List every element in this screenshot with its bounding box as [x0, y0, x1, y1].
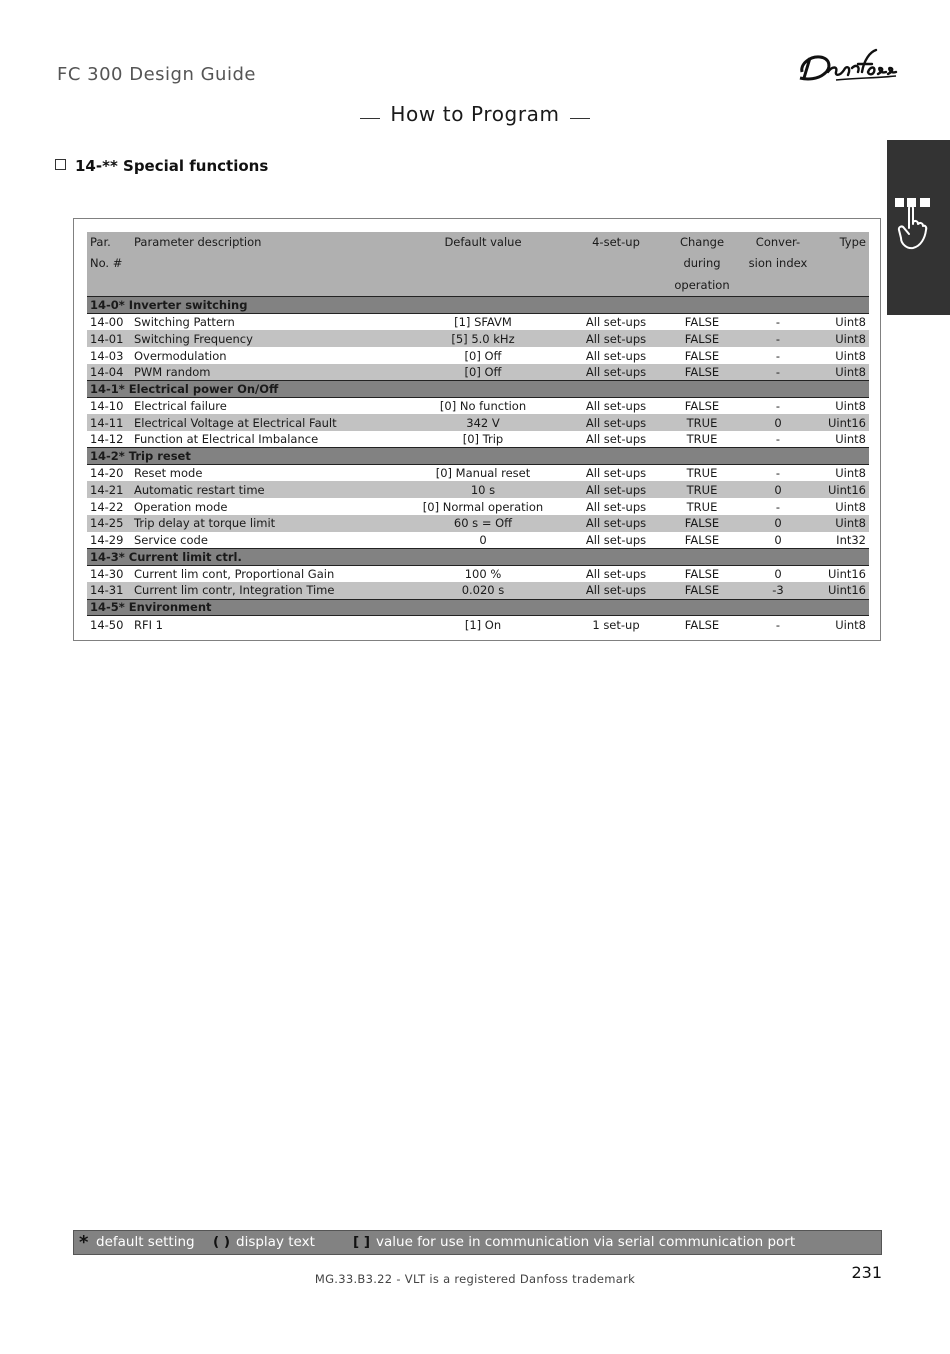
group-header-row	[87, 297, 869, 314]
table-row	[87, 565, 869, 582]
cell-type: Uint8	[835, 432, 866, 447]
legend-display-text: display text	[236, 1234, 315, 1250]
cell-default-value: [1] On	[464, 617, 502, 632]
chapter-side-tab	[887, 140, 950, 315]
cell-change: FALSE	[684, 567, 720, 582]
cell-type: Uint8	[835, 331, 866, 346]
cell-setup: 1 set-up	[592, 617, 640, 632]
group-title: 14-5* Environment	[87, 599, 869, 616]
danfoss-logo	[796, 42, 900, 86]
cell-description: PWM random	[134, 365, 211, 380]
cell-setup: All set-ups	[585, 499, 647, 514]
cell-setup: All set-ups	[585, 315, 647, 330]
footer-trademark: MG.33.B3.22 - VLT is a registered Danfoss trademark	[314, 1272, 636, 1286]
legend-communication-value: value for use in communication via serial communication port	[376, 1234, 796, 1250]
cell-setup: All set-ups	[585, 365, 647, 380]
cell-conversion: 0	[774, 415, 782, 430]
table-row	[87, 314, 869, 331]
title-dash-right	[570, 118, 590, 119]
cell-conversion: -	[775, 499, 781, 514]
header-par-line1: Par.	[90, 235, 111, 249]
cell-type: Uint8	[835, 399, 866, 414]
cell-conversion: -	[775, 466, 781, 481]
cell-default-value: [0] Normal operation	[422, 499, 544, 514]
header-description: Parameter description	[134, 235, 262, 249]
cell-par-no: 14-12	[90, 432, 124, 447]
cell-change: FALSE	[684, 331, 720, 346]
cell-conversion: 0	[774, 516, 782, 531]
table-row	[87, 364, 869, 381]
cell-setup: All set-ups	[585, 415, 647, 430]
cell-par-no: 14-29	[90, 533, 124, 548]
table-header-row	[87, 232, 869, 297]
cell-change: FALSE	[684, 533, 720, 548]
table-row	[87, 532, 869, 549]
header-type: Type	[839, 235, 866, 249]
document-title: FC 300 Design Guide	[57, 64, 256, 85]
cell-conversion: -	[775, 399, 781, 414]
cell-setup: All set-ups	[585, 567, 647, 582]
cell-description: Switching Frequency	[134, 331, 253, 346]
cell-description: Electrical failure	[134, 399, 227, 414]
legend-bar	[73, 1230, 882, 1255]
cell-setup: All set-ups	[585, 432, 647, 447]
cell-type: Uint8	[835, 516, 866, 531]
group-header-row	[87, 448, 869, 465]
cell-par-no: 14-20	[90, 466, 124, 481]
header-change	[665, 232, 739, 297]
cell-description: Switching Pattern	[134, 315, 235, 330]
cell-default-value: 342 V	[466, 415, 500, 430]
cell-type: Uint8	[835, 617, 866, 632]
section-heading	[55, 157, 268, 175]
cell-conversion: -	[775, 315, 781, 330]
cell-par-no: 14-04	[90, 365, 124, 380]
cell-description: Overmodulation	[134, 348, 227, 363]
table-row	[87, 515, 869, 532]
cell-par-no: 14-00	[90, 315, 124, 330]
cell-par-no: 14-10	[90, 399, 124, 414]
parameter-table	[87, 232, 869, 633]
cell-default-value: 0	[479, 533, 487, 548]
group-title: 14-3* Current limit ctrl.	[87, 549, 869, 566]
cell-description: Automatic restart time	[134, 482, 265, 497]
cell-change: FALSE	[684, 617, 720, 632]
cell-conversion: -	[775, 617, 781, 632]
cell-par-no: 14-50	[90, 617, 124, 632]
cell-setup: All set-ups	[585, 331, 647, 346]
cell-par-no: 14-25	[90, 516, 124, 531]
table-row	[87, 398, 869, 415]
cell-change: FALSE	[684, 315, 720, 330]
cell-conversion: 0	[774, 533, 782, 548]
cell-default-value: [0] Trip	[462, 432, 504, 447]
header-conv-line2: sion index	[748, 256, 808, 271]
cell-conversion: 0	[774, 567, 782, 582]
table-row	[87, 330, 869, 347]
group-title: 14-1* Electrical power On/Off	[87, 381, 869, 398]
cell-change: FALSE	[684, 365, 720, 380]
section-title-text: 14-** Special functions	[75, 157, 269, 175]
header-conv-line1: Conver-	[755, 235, 801, 249]
table-row	[87, 465, 869, 482]
table-row	[87, 481, 869, 498]
cell-description: Current lim contr, Integration Time	[134, 583, 335, 598]
cell-type: Uint8	[835, 499, 866, 514]
page-number: 231	[851, 1263, 882, 1282]
title-dash-left	[360, 118, 380, 119]
cell-setup: All set-ups	[585, 516, 647, 531]
cell-par-no: 14-21	[90, 482, 124, 497]
cell-type: Uint8	[835, 315, 866, 330]
cell-description: Current lim cont, Proportional Gain	[134, 567, 335, 582]
cell-default-value: 0.020 s	[461, 583, 505, 598]
cell-conversion: -	[775, 331, 781, 346]
cell-default-value: [1] SFAVM	[454, 315, 512, 330]
hand-keypad-icon	[893, 194, 933, 254]
cell-default-value: [0] Off	[464, 348, 502, 363]
cell-type: Int32	[836, 533, 866, 548]
cell-default-value: [0] No function	[439, 399, 527, 414]
cell-description: Operation mode	[134, 499, 228, 514]
cell-par-no: 14-11	[90, 415, 124, 430]
cell-par-no: 14-30	[90, 567, 124, 582]
cell-change: TRUE	[686, 466, 718, 481]
group-title: 14-0* Inverter switching	[87, 297, 869, 314]
cell-type: Uint16	[827, 415, 866, 430]
cell-par-no: 14-03	[90, 348, 124, 363]
legend-paren-symbol: ( )	[213, 1234, 231, 1250]
cell-change: TRUE	[686, 499, 718, 514]
cell-conversion: -	[775, 432, 781, 447]
cell-setup: All set-ups	[585, 399, 647, 414]
cell-default-value: [0] Off	[464, 365, 502, 380]
table-row	[87, 414, 869, 431]
group-title: 14-2* Trip reset	[87, 448, 869, 465]
cell-par-no: 14-01	[90, 331, 124, 346]
cell-type: Uint16	[827, 482, 866, 497]
group-header-row	[87, 381, 869, 398]
table-body	[87, 297, 869, 633]
cell-default-value: [5] 5.0 kHz	[451, 331, 515, 346]
cell-type: Uint8	[835, 348, 866, 363]
cell-description: Trip delay at torque limit	[134, 516, 276, 531]
cell-conversion: -3	[772, 583, 784, 598]
cell-type: Uint8	[835, 365, 866, 380]
cell-type: Uint8	[835, 466, 866, 481]
cell-change: FALSE	[684, 399, 720, 414]
star-icon: *	[79, 1232, 89, 1253]
cell-description: RFI 1	[134, 617, 163, 632]
chapter-title-text: How to Program	[390, 102, 560, 126]
cell-setup: All set-ups	[585, 533, 647, 548]
cell-type: Uint16	[827, 583, 866, 598]
cell-conversion: -	[775, 348, 781, 363]
table-row	[87, 347, 869, 364]
table-row	[87, 616, 869, 633]
cell-description: Electrical Voltage at Electrical Fault	[134, 415, 337, 430]
header-change-line1: Change	[679, 235, 725, 249]
table-row	[87, 498, 869, 515]
header-par-line2: No. #	[90, 256, 123, 271]
cell-default-value: 100 %	[464, 567, 502, 582]
group-header-row	[87, 599, 869, 616]
header-conversion	[739, 232, 817, 297]
cell-change: FALSE	[684, 516, 720, 531]
cell-change: TRUE	[686, 415, 718, 430]
cell-default-value: 10 s	[470, 482, 496, 497]
header-par-no	[87, 232, 131, 297]
header-setup: 4-set-up	[592, 235, 640, 249]
cell-conversion: -	[775, 365, 781, 380]
cell-type: Uint16	[827, 567, 866, 582]
group-header-row	[87, 549, 869, 566]
cell-setup: All set-ups	[585, 348, 647, 363]
cell-par-no: 14-22	[90, 499, 124, 514]
cell-conversion: 0	[774, 482, 782, 497]
cell-change: TRUE	[686, 432, 718, 447]
cell-setup: All set-ups	[585, 482, 647, 497]
table-row	[87, 431, 869, 448]
header-default-value: Default value	[444, 235, 522, 249]
cell-change: FALSE	[684, 348, 720, 363]
cell-description: Function at Electrical Imbalance	[134, 432, 319, 447]
cell-setup: All set-ups	[585, 583, 647, 598]
cell-change: FALSE	[684, 583, 720, 598]
legend-default-setting: default setting	[96, 1234, 195, 1250]
header-change-line3: operation	[674, 277, 730, 292]
checkbox-square-icon	[55, 159, 66, 170]
cell-description: Service code	[134, 533, 208, 548]
chapter-title	[0, 102, 950, 126]
cell-default-value: 60 s = Off	[453, 516, 513, 531]
legend-bracket-symbol: [ ]	[353, 1234, 371, 1250]
cell-par-no: 14-31	[90, 583, 124, 598]
table-row	[87, 582, 869, 599]
cell-description: Reset mode	[134, 466, 203, 481]
cell-default-value: [0] Manual reset	[435, 466, 531, 481]
cell-setup: All set-ups	[585, 466, 647, 481]
header-change-line2: during	[683, 256, 721, 271]
cell-change: TRUE	[686, 482, 718, 497]
